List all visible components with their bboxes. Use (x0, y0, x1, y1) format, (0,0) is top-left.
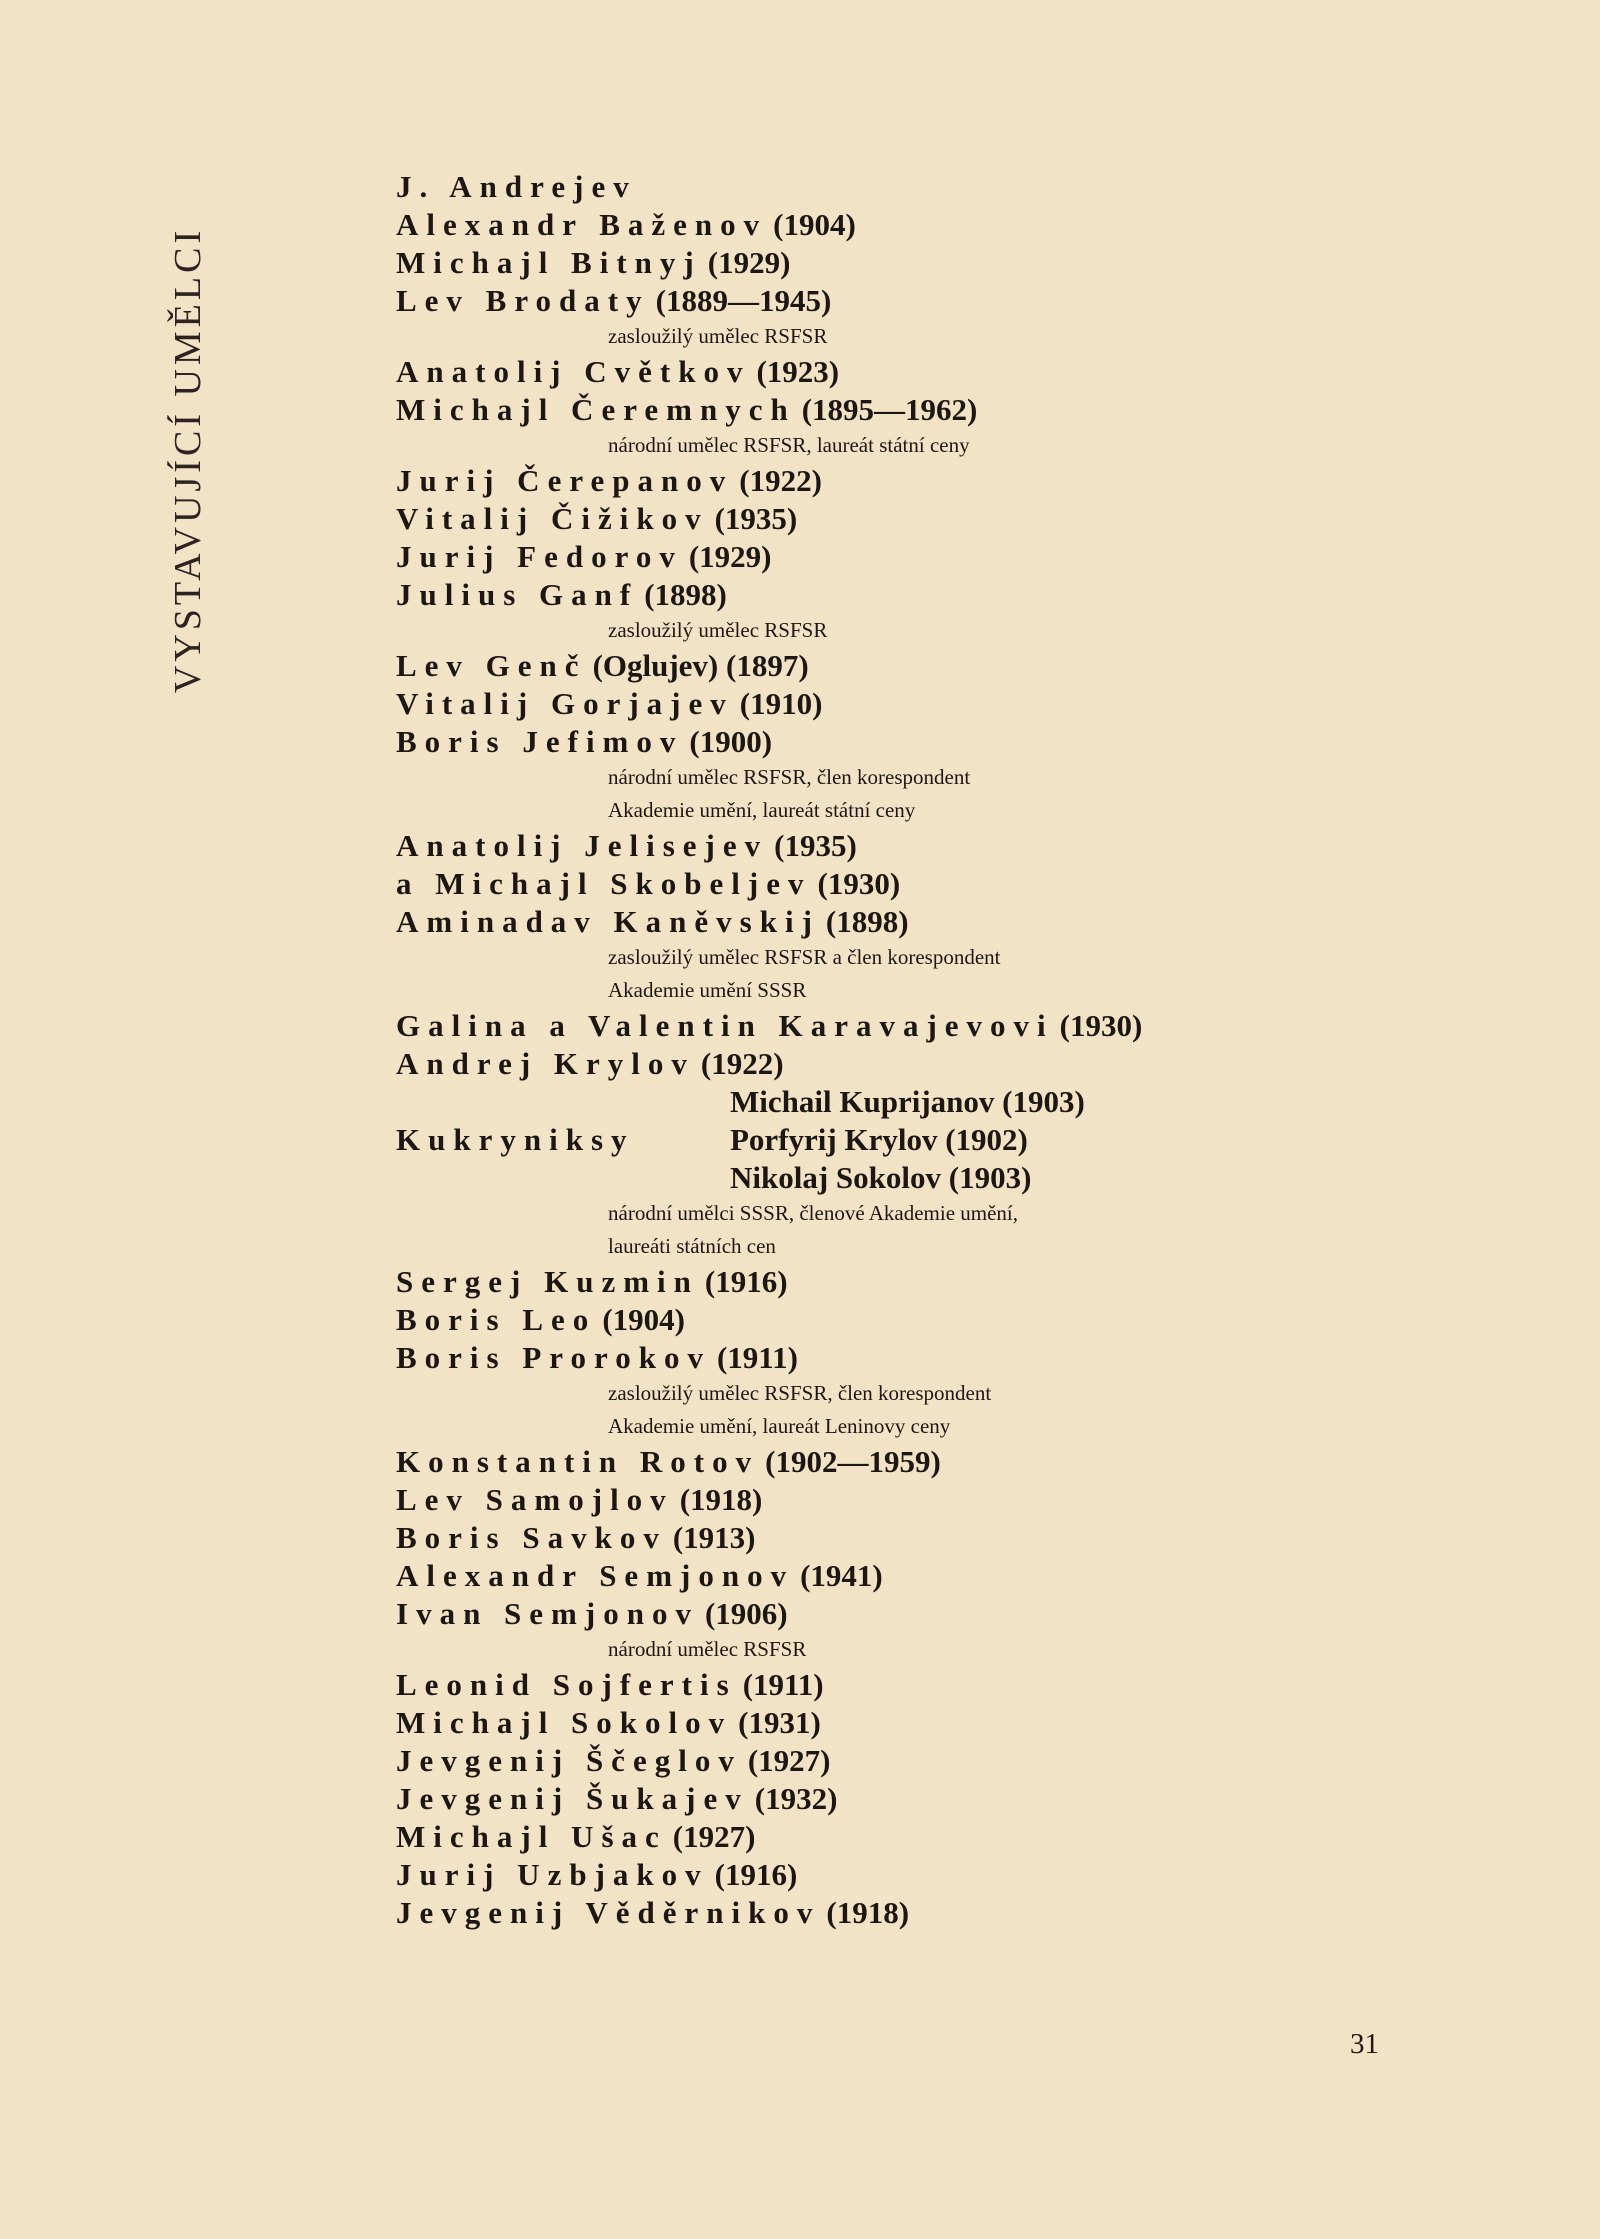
artist-name-line (396, 1818, 1546, 1856)
artist-years: (1941) (800, 1558, 883, 1593)
artist-years: (1904) (602, 1302, 685, 1337)
side-title: VYSTAVUJÍCÍ UMĚLCI (167, 226, 209, 694)
artist-name: Alexandr Baženov (396, 207, 768, 242)
group-members (730, 1083, 1085, 1197)
artist-entry (396, 1894, 1546, 1932)
artist-name: Lev Samojlov (396, 1482, 674, 1517)
artist-name: Michajl Sokolov (396, 1705, 733, 1740)
artist-list-before (396, 168, 1546, 1083)
artist-note: národní umělec RSFSR (608, 1637, 807, 1661)
artist-name-line (396, 244, 1546, 282)
artist-name-line (396, 1339, 1546, 1377)
artist-entry (396, 723, 1546, 827)
artist-name-line (396, 1780, 1546, 1818)
artist-name-line (396, 391, 1546, 429)
page-number: 31 (1350, 2028, 1379, 2060)
artist-name: Galina a Valentin Karavajevovi (396, 1008, 1054, 1043)
artist-entry (396, 1007, 1546, 1045)
artist-entry (396, 282, 1546, 353)
artist-note: zasloužilý umělec RSFSR (608, 324, 828, 348)
artist-name: Konstantin Rotov (396, 1444, 760, 1479)
group-member: Nikolaj Sokolov (1903) (730, 1160, 1032, 1195)
artist-name: Michajl Čeremnych (396, 392, 796, 427)
artist-entry (396, 168, 1546, 206)
artist-years: (1904) (773, 207, 856, 242)
group-note: národní umělci SSSR, členové Akademie umění, (608, 1201, 1019, 1225)
artist-years: (1910) (739, 686, 823, 721)
artist-name-line (396, 865, 1546, 903)
artist-years: (1929) (688, 539, 772, 574)
artist-name: Lev Brodaty (396, 283, 650, 318)
artist-name: Julius Ganf (396, 577, 639, 612)
artist-entry (396, 1443, 1546, 1481)
artist-list-after (396, 1263, 1546, 1932)
artist-name: Aminadav Kaněvskij (396, 904, 820, 939)
artist-name: Alexandr Semjonov (396, 1558, 795, 1593)
artist-entry (396, 1481, 1546, 1519)
artist-name: Michajl Bitnyj (396, 245, 702, 280)
artist-entry (396, 1818, 1546, 1856)
artist-name-line (396, 1443, 1546, 1481)
artist-entry (396, 462, 1546, 500)
artist-years: (1922) (739, 463, 822, 498)
group-note: laureáti státních cen (608, 1234, 776, 1258)
artist-years: (1922) (700, 1046, 784, 1081)
artist-entry (396, 1557, 1546, 1595)
artist-years: (1895—1962) (801, 392, 978, 427)
artist-years: (1918) (679, 1482, 763, 1517)
artist-name-line (396, 903, 1546, 941)
artist-name: Lev Genč (396, 648, 587, 683)
artist-name-line (396, 723, 1546, 761)
artist-entry (396, 1263, 1546, 1301)
artist-years: (1889—1945) (655, 283, 832, 318)
artist-entry (396, 1666, 1546, 1704)
artist-name-line (396, 1704, 1546, 1742)
artist-name: Jevgenij Ščeglov (396, 1743, 742, 1778)
artist-name: Michajl Ušac (396, 1819, 667, 1854)
artist-name: Leonid Sojfertis (396, 1667, 737, 1702)
artist-years: (1927) (672, 1819, 756, 1854)
artist-name: Jevgenij Věděrnikov (396, 1895, 821, 1930)
artist-name: Vitalij Čižikov (396, 501, 709, 536)
artist-years: (1927) (747, 1743, 831, 1778)
artist-entry (396, 206, 1546, 244)
artist-name-line (396, 685, 1546, 723)
artist-years: (1900) (689, 724, 773, 759)
artist-name: Boris Prorokov (396, 1340, 711, 1375)
artist-years: (Oglujev) (1897) (592, 648, 809, 683)
artist-name-line (396, 206, 1546, 244)
artist-name: Jurij Uzbjakov (396, 1857, 709, 1892)
artist-entry (396, 865, 1546, 903)
artist-name-line (396, 1666, 1546, 1704)
artist-entry (396, 1519, 1546, 1557)
artist-entry (396, 827, 1546, 865)
artist-entry (396, 500, 1546, 538)
artist-name-line (396, 168, 1546, 206)
artist-years: (1898) (644, 577, 727, 612)
artist-years: (1935) (714, 501, 798, 536)
artist-name: Jurij Fedorov (396, 539, 683, 574)
artist-entry (396, 1704, 1546, 1742)
group-member: Porfyrij Krylov (1902) (730, 1122, 1028, 1157)
artist-name-line (396, 1301, 1546, 1339)
artist-name-line (396, 282, 1546, 320)
artist-note: národní umělec RSFSR, laureát státní ceny (608, 433, 970, 457)
artist-entry (396, 685, 1546, 723)
artist-years: (1931) (738, 1705, 821, 1740)
artist-name-line (396, 462, 1546, 500)
artist-entry (396, 1856, 1546, 1894)
artist-name-line (396, 1519, 1546, 1557)
artist-name-line (396, 500, 1546, 538)
artist-entry (396, 244, 1546, 282)
artist-name-line (396, 1481, 1546, 1519)
artist-years: (1930) (817, 866, 901, 901)
artist-name: a Michajl Skobeljev (396, 866, 812, 901)
artist-years: (1911) (742, 1667, 824, 1702)
artist-years: (1916) (714, 1857, 798, 1892)
artist-name-line (396, 1894, 1546, 1932)
artist-name-line (396, 1557, 1546, 1595)
artist-name-line (396, 353, 1546, 391)
artist-note: Akademie umění, laureát Leninovy ceny (608, 1414, 951, 1438)
artist-entry (396, 903, 1546, 1007)
artist-name-line (396, 1856, 1546, 1894)
artist-years: (1916) (704, 1264, 788, 1299)
artist-years: (1911) (716, 1340, 798, 1375)
artist-name-line (396, 1595, 1546, 1633)
artist-name-line (396, 1263, 1546, 1301)
artist-years: (1906) (704, 1596, 788, 1631)
artist-name: Jevgenij Šukajev (396, 1781, 749, 1816)
artist-years: (1913) (672, 1520, 756, 1555)
artist-years: (1902—1959) (765, 1444, 941, 1479)
artist-note: Akademie umění SSSR (608, 978, 807, 1002)
artist-note: národní umělec RSFSR, člen korespondent (608, 765, 971, 789)
artist-name: Anatolij Cvětkov (396, 354, 751, 389)
artist-entry (396, 1301, 1546, 1339)
artist-years: (1929) (707, 245, 791, 280)
artist-name-line (396, 1742, 1546, 1780)
artist-name-line (396, 538, 1546, 576)
artist-entry (396, 647, 1546, 685)
artist-entry (396, 1742, 1546, 1780)
artist-entry (396, 1339, 1546, 1443)
artist-note: zasloužilý umělec RSFSR a člen korespondent (608, 945, 1001, 969)
artist-list (396, 168, 1546, 1932)
artist-entry (396, 391, 1546, 462)
artist-name: J. Andrejev (396, 169, 637, 204)
artist-entry (396, 1780, 1546, 1818)
artist-years: (1923) (756, 354, 840, 389)
artist-entry (396, 1045, 1546, 1083)
artist-name: Ivan Semjonov (396, 1596, 699, 1631)
artist-name: Vitalij Gorjajev (396, 686, 734, 721)
artist-years: (1898) (825, 904, 909, 939)
artist-name-line (396, 1045, 1546, 1083)
artist-note: zasloužilý umělec RSFSR (608, 618, 828, 642)
artist-name: Anatolij Jelisejev (396, 828, 769, 863)
artist-name: Andrej Krylov (396, 1046, 695, 1081)
artist-name: Boris Leo (396, 1302, 597, 1337)
artist-name-line (396, 827, 1546, 865)
artist-name-line (396, 1007, 1546, 1045)
artist-name: Jurij Čerepanov (396, 463, 734, 498)
artist-note: Akademie umění, laureát státní ceny (608, 798, 916, 822)
artist-name: Sergej Kuzmin (396, 1264, 699, 1299)
artist-note: zasloužilý umělec RSFSR, člen korespondent (608, 1381, 992, 1405)
artist-years: (1918) (826, 1895, 910, 1930)
artist-name-line (396, 647, 1546, 685)
artist-years: (1935) (774, 828, 857, 863)
artist-name-line (396, 576, 1546, 614)
artist-entry (396, 576, 1546, 647)
artist-entry (396, 538, 1546, 576)
artist-name: Boris Savkov (396, 1520, 667, 1555)
artist-years: (1932) (754, 1781, 838, 1816)
kukryniksy-group (396, 1083, 1546, 1197)
artist-years: (1930) (1059, 1008, 1143, 1043)
group-member: Michail Kuprijanov (1903) (730, 1084, 1085, 1119)
artist-entry (396, 353, 1546, 391)
artist-name: Boris Jefimov (396, 724, 684, 759)
artist-entry (396, 1595, 1546, 1666)
group-name: Kukryniksy (396, 1122, 635, 1157)
